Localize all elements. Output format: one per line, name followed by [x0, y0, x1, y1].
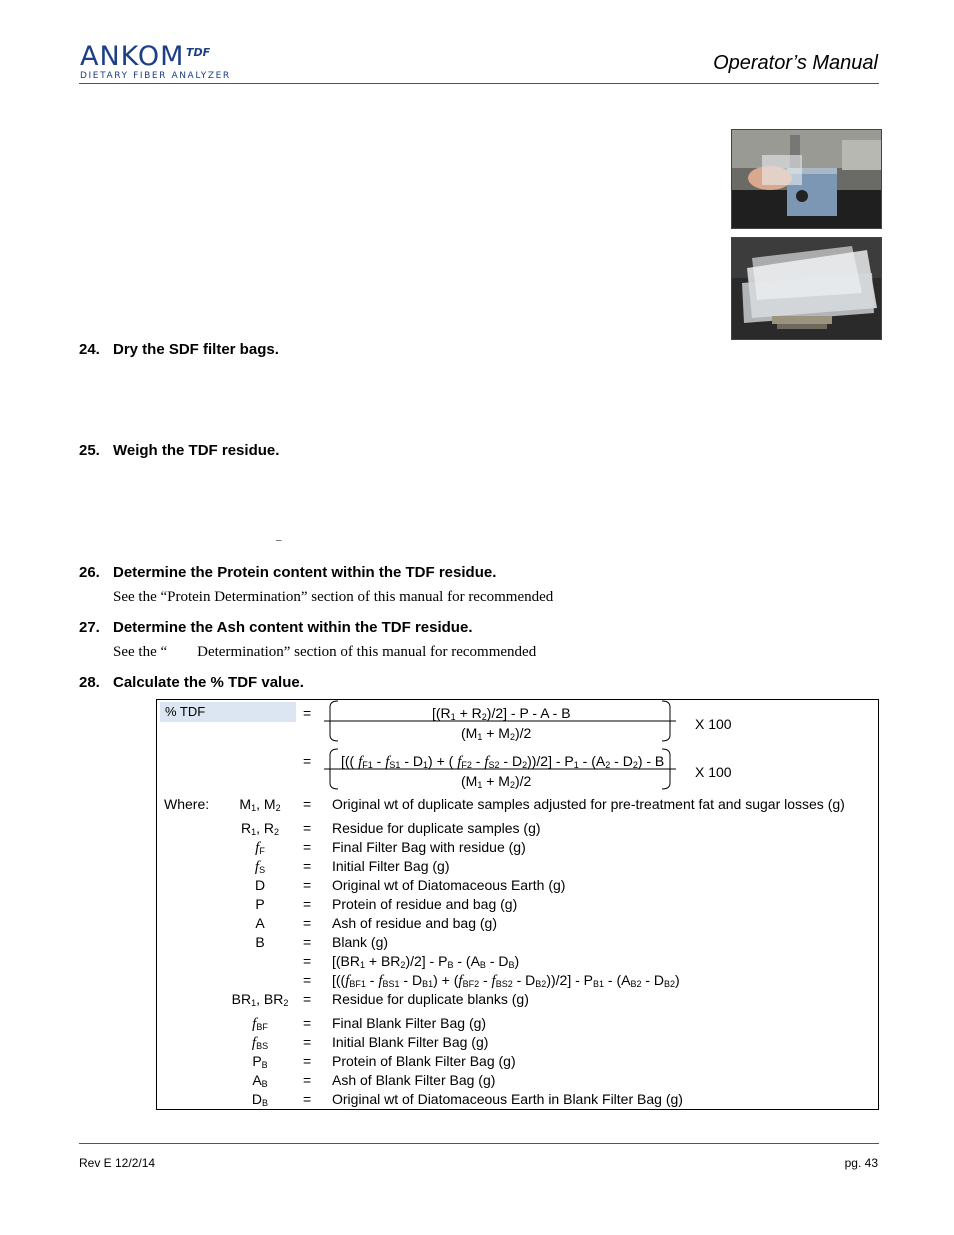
definition-symbol: $R_1$, $R_2$: [240, 820, 280, 837]
equals-sign: =: [303, 915, 312, 931]
definition-symbol: A: [255, 915, 265, 931]
definition-text: Original wt of Diatomaceous Earth in Blank Filter Bag (g): [332, 1091, 683, 1107]
equals-sign: =: [303, 1015, 312, 1031]
step-text: Determine the Ash content within the TDF residue.: [113, 619, 473, 636]
step-26-note: See the “Protein Determination” section of this manual for recommended: [113, 589, 554, 605]
definition-symbol: $f_F$: [255, 840, 265, 856]
equals-sign: =: [303, 1034, 312, 1050]
definition-text: Ash of residue and bag (g): [332, 915, 497, 931]
definition-symbol: $f_{BF}$: [252, 1016, 268, 1032]
definition-symbol: $BR_1$, $BR_2$: [231, 991, 289, 1008]
definition-text: Residue for duplicate blanks (g): [332, 991, 529, 1007]
definition-text: Initial Blank Filter Bag (g): [332, 1034, 489, 1050]
text-fragment: –: [276, 534, 282, 546]
step-27: [79, 619, 472, 636]
bags-photo-image: [732, 238, 882, 340]
sealer-photo-image: [732, 130, 882, 229]
definition-text: Original wt of Diatomaceous Earth (g): [332, 877, 566, 893]
footer-rule: [79, 1143, 879, 1144]
step-text: Weigh the TDF residue.: [113, 442, 280, 459]
step-text: Dry the SDF filter bags.: [113, 341, 279, 358]
definition-text: Ash of Blank Filter Bag (g): [332, 1072, 496, 1088]
where-label: Where:: [164, 796, 210, 812]
step-number: 27.: [79, 619, 100, 636]
equals-sign: =: [303, 934, 312, 950]
step-24: [79, 341, 279, 358]
equals-sign: =: [303, 753, 312, 769]
definition-symbol: $f_S$: [254, 859, 266, 875]
step-number: 24.: [79, 341, 100, 358]
definition-symbol: $A_B$: [252, 1072, 268, 1089]
numerator-1: $[(R_1 + R_2)/2] - P - A - B$: [432, 705, 571, 722]
note-part-a: See the “: [113, 644, 168, 660]
step-text: Determine the Protein content within the TDF residue.: [113, 564, 497, 581]
page-number: pg. 43: [844, 1156, 878, 1170]
definition-text: Final Blank Filter Bag (g): [332, 1015, 487, 1031]
sealer-photo: [731, 129, 882, 229]
equals-sign: =: [303, 858, 312, 874]
times-100-1: X 100: [695, 716, 732, 732]
definition-symbol: P: [255, 896, 265, 912]
definition-text: Protein of Blank Filter Bag (g): [332, 1053, 516, 1069]
step-27-note: [113, 644, 536, 661]
definition-symbol: $M_1$, $M_2$: [239, 796, 281, 813]
definition-symbol: $P_B$: [252, 1053, 268, 1070]
note-part-b: Determination” section of this manual for recommended: [197, 644, 537, 660]
equals-sign: =: [303, 972, 312, 988]
manual-title: Operator’s Manual: [713, 52, 878, 74]
equals-sign: =: [303, 877, 312, 893]
logo-wordmark: ANKOM: [80, 41, 185, 72]
definition-symbol: D: [254, 877, 266, 893]
definition-text: Blank (g): [332, 934, 389, 950]
logo-subtitle: DIETARY FIBER ANALYZER: [80, 71, 231, 81]
equals-sign: =: [303, 705, 312, 721]
step-25: [79, 442, 279, 459]
equals-sign: =: [303, 991, 312, 1007]
revision-text: Rev E 12/2/14: [79, 1156, 156, 1170]
blank-expansion-2: $[((f_{BF1} - f_{BS1} - D_{B1}) + (f_{BF2} - f_{BS2} - D_{B2}))/2] - P_{B1} - (A_{B2} - D_{B2})$: [332, 972, 680, 989]
header-rule: [79, 83, 879, 84]
definition-symbol: B: [255, 934, 265, 950]
step-26: [79, 564, 496, 581]
equals-sign: =: [303, 896, 312, 912]
step-text: Calculate the % TDF value.: [113, 674, 304, 691]
step-number: 25.: [79, 442, 100, 459]
equals-sign: =: [303, 953, 312, 969]
blank-expansion-1: $[(BR_1 + BR_2)/2] - P_B - (A_B - D_B)$: [332, 953, 520, 970]
definition-text: Initial Filter Bag (g): [332, 858, 450, 874]
definition-text: Protein of residue and bag (g): [332, 896, 518, 912]
equals-sign: =: [303, 839, 312, 855]
logo-superscript: TDF: [186, 46, 211, 59]
denominator-2: $(M_1 + M_2)/2$: [461, 773, 532, 790]
denominator-1: $(M_1 + M_2)/2$: [461, 725, 532, 742]
bags-photo: [731, 237, 882, 340]
definition-text: Residue for duplicate samples (g): [332, 820, 541, 836]
equals-sign: =: [303, 1091, 312, 1107]
definition-text: Original wt of duplicate samples adjusted for pre-treatment fat and sugar losses (g): [332, 796, 845, 812]
equals-sign: =: [303, 1053, 312, 1069]
step-28: [79, 674, 304, 691]
definition-text: Final Filter Bag with residue (g): [332, 839, 526, 855]
numerator-2: [(( $f_{F1} - f_{S1} - D_1$) + ( $f_{F2} - f_{S2} - D_2))/2] - P_1 - (A_2 - D_2)$ - B: [341, 753, 665, 770]
equals-sign: =: [303, 820, 312, 836]
equals-sign: =: [303, 796, 312, 812]
step-number: 26.: [79, 564, 100, 581]
definition-symbol: $f_{BS}$: [251, 1035, 269, 1051]
step-number: 28.: [79, 674, 100, 691]
tdf-label: % TDF: [160, 702, 296, 722]
equals-sign: =: [303, 1072, 312, 1088]
definition-symbol: $D_B$: [251, 1091, 269, 1108]
times-100-2: X 100: [695, 764, 732, 780]
